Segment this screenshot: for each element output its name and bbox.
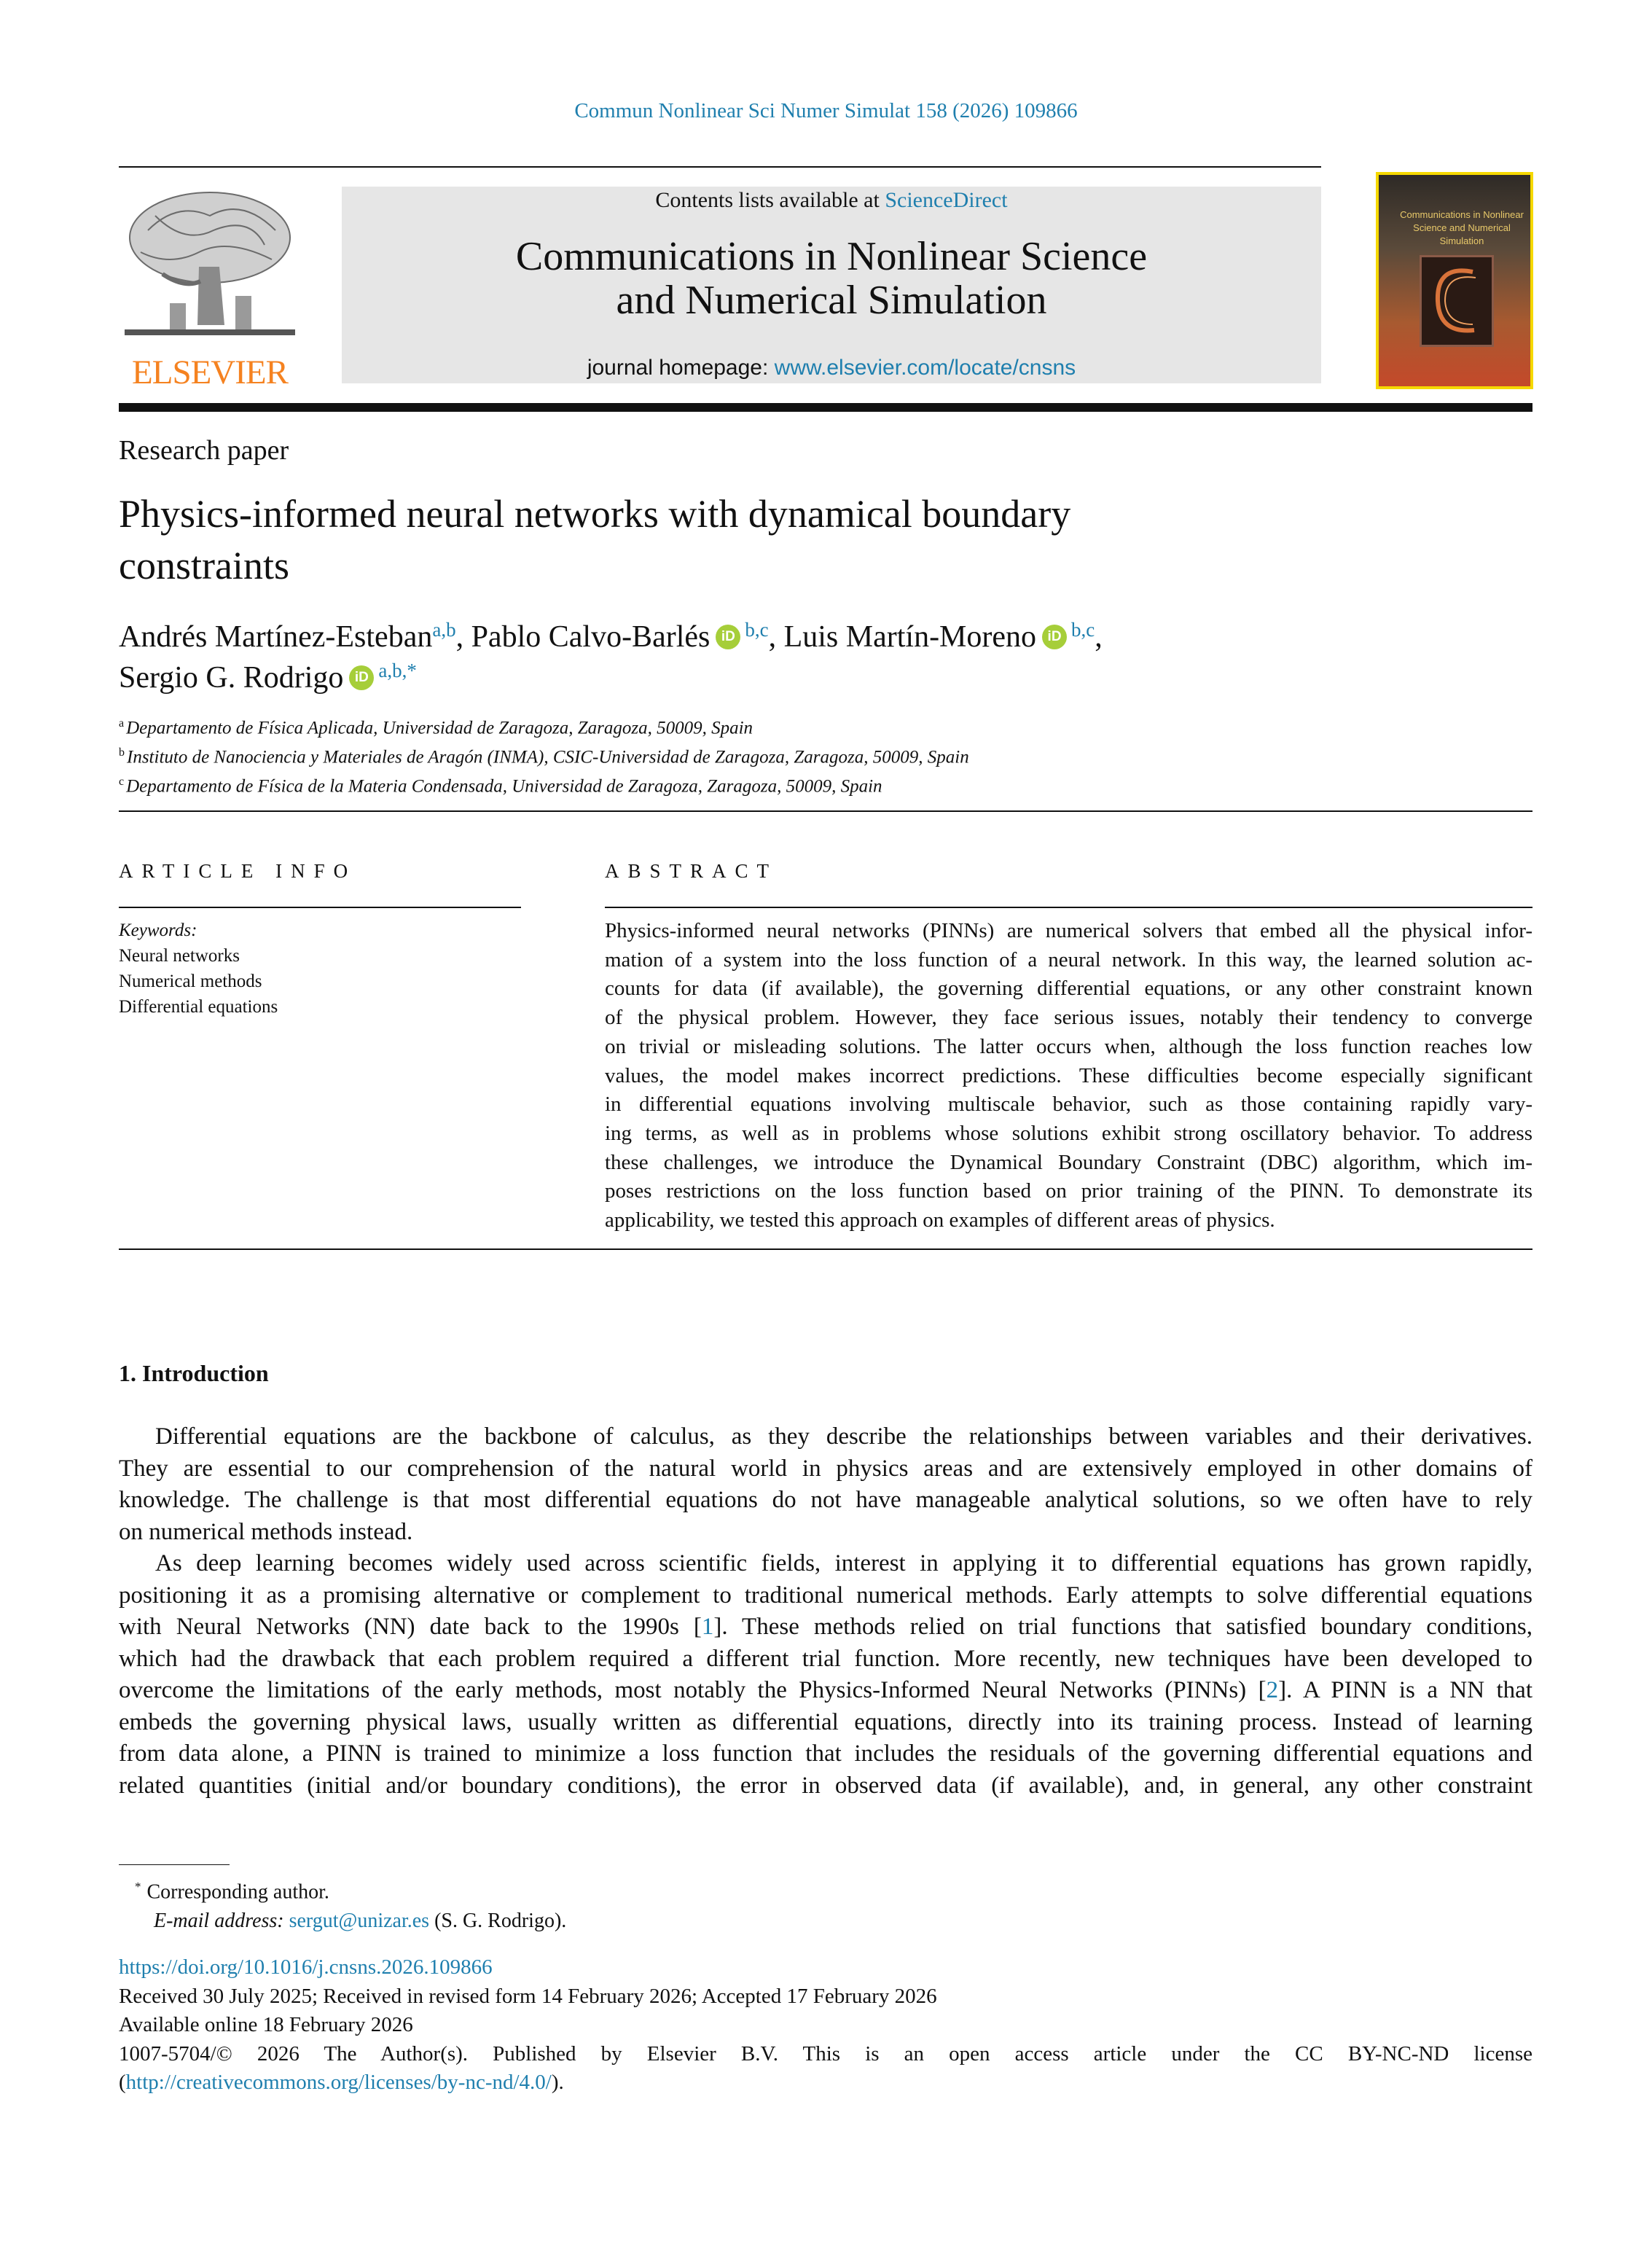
elsevier-logo[interactable] [119, 187, 301, 391]
citation-link[interactable]: 1 [701, 1614, 714, 1640]
email-label: E-mail address: [154, 1910, 284, 1933]
text-segment: knowledge. The challenge is that most differential equations do not have manageable analytical solutions, so we often have to rely [119, 1487, 1532, 1513]
paper-title-line: constraints [119, 544, 289, 587]
homepage-prefix: journal homepage: [587, 356, 775, 380]
abstract-heading: ABSTRACT [605, 860, 778, 882]
author-separator: , [768, 620, 784, 654]
journal-cover-image[interactable] [1376, 172, 1533, 389]
abstract-line: applicability, we tested this approach on examples of different areas of physics. [605, 1208, 1275, 1232]
text-segment: ]. A PINN is a NN that [1278, 1677, 1532, 1703]
abstract-line: values, the model makes incorrect predictions. These difficulties become especially significant [605, 1063, 1532, 1087]
publication-info [119, 1953, 1532, 2098]
paragraph-line [119, 1675, 1532, 1707]
text-segment: Differential equations are the backbone of calculus, as they describe the relationships between variables and their derivatives. [155, 1423, 1532, 1450]
elsevier-tree-icon [119, 187, 301, 340]
affiliation [119, 740, 969, 770]
email-note [119, 1907, 566, 1936]
contents-prefix: Contents lists available at [655, 188, 885, 212]
abstract-body [605, 917, 1532, 1235]
paragraph-line [119, 1707, 1532, 1739]
paper-title-line: Physics-informed neural networks with dynamical boundary [119, 492, 1071, 536]
header-divider [119, 166, 1321, 168]
homepage-link[interactable]: www.elsevier.com/locate/cnsns [774, 356, 1076, 380]
paragraph-line [119, 1453, 1532, 1485]
text-segment: which had the drawback that each problem required a different trial function. More recently, new techniques have been developed to [119, 1645, 1532, 1672]
author-name: Sergio G. Rodrigo [119, 661, 344, 695]
license-link[interactable]: http://creativecommons.org/licenses/by-nc-nd/4.0/ [125, 2071, 552, 2094]
affiliation-mark: c [119, 775, 125, 788]
author-affiliation-link[interactable]: a,b,* [378, 660, 417, 681]
affiliation [119, 711, 969, 740]
email-link[interactable]: sergut@unizar.es [289, 1910, 430, 1933]
text-segment: positioning it as a promising alternative or complement to traditional numerical methods. Early attempts to solve differential equations [119, 1582, 1532, 1609]
paragraph-line [119, 1421, 1532, 1453]
author [119, 620, 471, 654]
orcid-icon[interactable]: iD [349, 665, 374, 690]
abstract-line: mation of a system into the loss function of a neural network. In this way, the learned solution ac- [605, 947, 1532, 972]
affiliation [119, 770, 969, 799]
text-segment: related quantities (initial and/or boundary conditions), the error in observed data (if available), and, in general, any other constraint [119, 1772, 1532, 1799]
corresponding-text: Corresponding author. [146, 1880, 329, 1904]
introduction-body [119, 1421, 1532, 1802]
abstract-line: counts for data (if available), the governing differential equations, or any other constraint known [605, 977, 1532, 1001]
paragraph-line [119, 1517, 1532, 1549]
text-segment: ]. These methods relied on trial functions that satisfied boundary conditions, [713, 1614, 1532, 1640]
journal-homepage [342, 356, 1321, 380]
author-list [119, 617, 1532, 698]
keyword: Numerical methods [119, 972, 262, 991]
affiliation-mark: b [119, 746, 125, 759]
abstract-line: on trivial or misleading solutions. The latter occurs when, although the loss function reaches low [605, 1034, 1532, 1058]
text-segment: from data alone, a PINN is trained to minimize a loss function that includes the residuals of the governing differential equations and [119, 1740, 1532, 1767]
paren: ( [119, 2071, 126, 2094]
text-segment: embeds the governing physical laws, usually written as differential equations, directly into its training process. Instead of learning [119, 1708, 1532, 1735]
author-affiliation-link[interactable]: b,c [1071, 619, 1095, 641]
section-divider [119, 810, 1532, 812]
citation-link[interactable]: 2 [1266, 1677, 1279, 1703]
author-affiliation-link[interactable]: b,c [745, 619, 769, 641]
abstract-line: Physics-informed neural networks (PINNs) are numerical solvers that embed all the physical infor- [605, 919, 1532, 942]
keywords-label: Keywords: [119, 921, 197, 940]
section-heading-introduction: 1. Introduction [119, 1360, 269, 1386]
paragraph-line [119, 1770, 1532, 1802]
paren: ). [551, 2071, 564, 2094]
journal-title-line: Communications in Nonlinear Science [515, 234, 1148, 279]
text-segment: As deep learning becomes widely used across scientific fields, interest in applying it to differential equations has grown rapidly, [155, 1550, 1532, 1576]
paragraph-line [119, 1644, 1532, 1676]
paper-title [119, 488, 1430, 592]
article-info-heading: ARTICLE INFO [119, 860, 357, 882]
paragraph-line [119, 1738, 1532, 1770]
article-info-divider [119, 907, 521, 908]
abstract-line: of the physical problem. However, they face serious issues, notably their tendency to converge [605, 1006, 1532, 1030]
contents-line [342, 188, 1321, 213]
keyword: Neural networks [119, 946, 240, 966]
affiliation-text: Departamento de Física Aplicada, Universidad de Zaragoza, Zaragoza, 50009, Spain [126, 718, 753, 738]
available-online: Available online 18 February 2026 [119, 2013, 413, 2036]
orcid-icon[interactable]: iD [1042, 625, 1067, 649]
paragraph-line [119, 1485, 1532, 1517]
abstract-line: poses restrictions on the loss function based on prior training of the PINN. To demonstrate its [605, 1179, 1532, 1203]
received-dates: Received 30 July 2025; Received in revised form 14 February 2026; Accepted 17 February 2026 [119, 1984, 937, 2008]
cover-artwork [1420, 255, 1494, 347]
text-segment: with Neural Networks (NN) date back to the 1990s [ [119, 1614, 702, 1640]
author [471, 620, 784, 654]
cover-title: Communications in Nonlinear Science and Numerical Simulation [1400, 209, 1524, 246]
author-name: Pablo Calvo-Barlés [471, 620, 710, 654]
abstract-line: in differential equations involving multiscale behavior, such as those containing rapidly vary- [605, 1093, 1532, 1117]
text-segment: They are essential to our comprehension of the natural world in physics areas and are extensively employed in other domains of [119, 1455, 1532, 1482]
author-affiliation-link[interactable]: a,b [432, 619, 456, 641]
text-segment: on numerical methods instead. [119, 1518, 413, 1545]
abstract-divider [605, 907, 1532, 908]
text-segment: overcome the limitations of the early methods, most notably the Physics-Informed Neural Networks (PINNs) [ [119, 1677, 1267, 1703]
author-name: Luis Martín-Moreno [783, 620, 1037, 654]
paragraph-line [119, 1548, 1532, 1580]
journal-title-line: and Numerical Simulation [616, 278, 1047, 323]
license-text: 1007-5704/© 2026 The Author(s). Published by Elsevier B.V. This is an open access article under the CC BY-NC-ND license [119, 2041, 1532, 2066]
keywords [119, 918, 278, 1020]
author-separator: , [1095, 620, 1103, 654]
paragraph-line [119, 1611, 1532, 1644]
journal-banner [342, 187, 1321, 383]
license-link-line [119, 2068, 1532, 2098]
corresponding-note [119, 1872, 566, 1907]
affiliation-text: Departamento de Física de la Materia Condensada, Universidad de Zaragoza, Zaragoza, 50009, Spain [126, 775, 882, 796]
journal-title [342, 235, 1321, 322]
affiliations [119, 711, 969, 798]
journal-reference-link[interactable]: Commun Nonlinear Sci Numer Simulat 158 (2026) 109866 [574, 99, 1078, 122]
affiliation-text: Instituto de Nanociencia y Materiales de Aragón (INMA), CSIC-Universidad de Zaragoza, Zaragoza, 50009, Spain [127, 747, 969, 767]
author [784, 620, 1103, 654]
footnote-mark: * [135, 1880, 141, 1894]
email-owner: (S. G. Rodrigo). [429, 1910, 567, 1933]
doi-link[interactable]: https://doi.org/10.1016/j.cnsns.2026.109866 [119, 1955, 493, 1979]
abstract-line: these challenges, we introduce the Dynamical Boundary Constraint (DBC) algorithm, which im- [605, 1150, 1532, 1174]
keyword: Differential equations [119, 997, 278, 1017]
affiliation-mark: a [119, 717, 125, 730]
thick-divider [119, 403, 1532, 412]
sciencedirect-link[interactable]: ScienceDirect [885, 188, 1008, 212]
footnote-divider [119, 1864, 230, 1865]
author-name: Andrés Martínez-Esteban [119, 620, 433, 654]
elsevier-wordmark: ELSEVIER [132, 353, 288, 391]
orcid-icon[interactable]: iD [716, 625, 740, 649]
footnotes [119, 1872, 566, 1936]
author-separator: , [455, 620, 471, 654]
abstract-end-divider [119, 1248, 1532, 1250]
abstract-line: ing terms, as well as in problems whose solutions exhibit strong oscillatory behavior. To address [605, 1121, 1532, 1145]
article-type: Research paper [119, 435, 289, 466]
paragraph-line [119, 1580, 1532, 1612]
author [119, 661, 417, 695]
